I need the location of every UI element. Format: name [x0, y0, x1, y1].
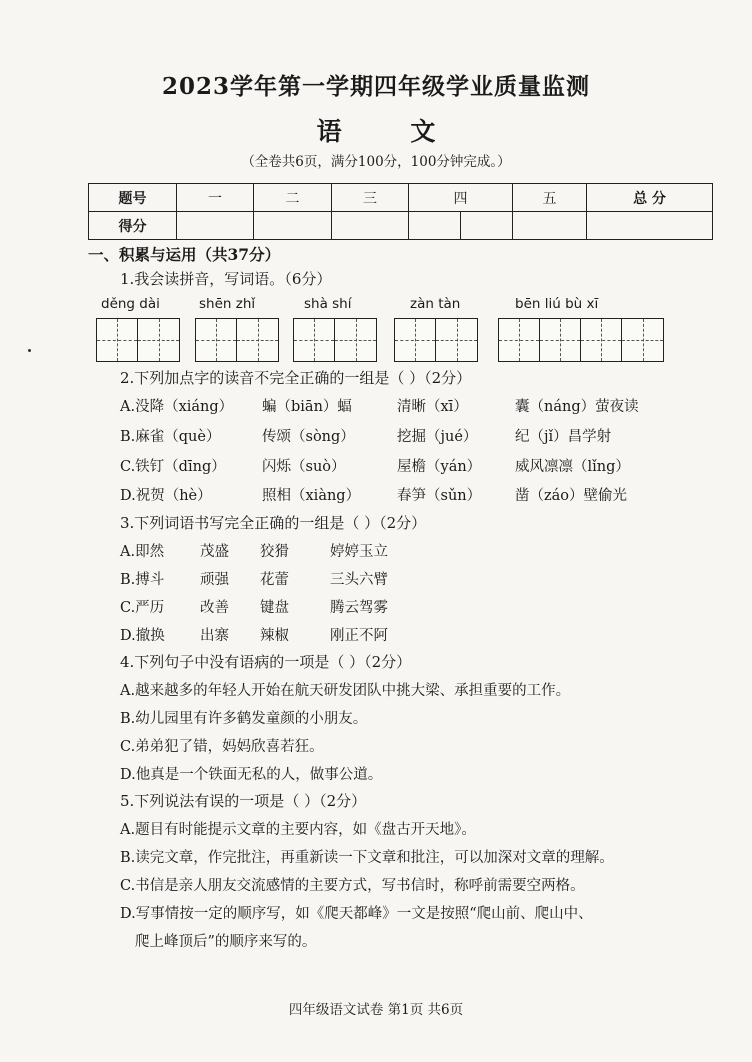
- q2-option-d-4: 凿（záo）壁偷光: [515, 488, 628, 504]
- score-cell[interactable]: [254, 212, 332, 240]
- q3-option-a-3: 狡猾: [260, 544, 289, 560]
- q3-option-c-3: 键盘: [260, 600, 289, 616]
- writing-cell[interactable]: [395, 319, 436, 361]
- q2-option-d-1: D.祝贺（hè）: [120, 488, 212, 504]
- q3-option-c-1: C.严历: [120, 600, 165, 616]
- q3-option-d-3: 辣椒: [260, 628, 289, 644]
- q2-option-d: [120, 484, 627, 505]
- q4-option-b: B.幼儿园里有许多鹤发童颜的小朋友。: [120, 711, 368, 727]
- writing-cell[interactable]: [196, 319, 237, 361]
- q2-option-c-4: 威风凛凛（lǐng）: [515, 459, 630, 475]
- q2-option-b-4: 纪（jǐ）昌学射: [515, 429, 612, 445]
- writing-cell[interactable]: [499, 319, 540, 361]
- q5-option-b: B.读完文章，作完批注，再重新读一下文章和批注，可以加深对文章的理解。: [120, 850, 614, 866]
- writing-cell[interactable]: [138, 319, 179, 361]
- q2-option-b-1: B.麻雀（què）: [120, 429, 221, 445]
- writing-grid-2[interactable]: [195, 318, 279, 362]
- q4-option-c: C.弟弟犯了错，妈妈欣喜若狂。: [120, 739, 324, 755]
- score-table-col-1: 一: [177, 184, 254, 212]
- page-footer: 四年级语文试卷 第1页 共6页: [288, 1002, 464, 1018]
- score-table-header-row: [89, 184, 713, 212]
- q2-option-c-1: C.铁钉（dīng）: [120, 459, 226, 475]
- q2-option-c: [120, 455, 630, 476]
- writing-grid-3[interactable]: [293, 318, 377, 362]
- q3-option-b-2: 顽强: [200, 572, 229, 588]
- q3-option-c: [120, 596, 388, 617]
- scan-mark: [28, 349, 31, 352]
- score-table-score-row: [89, 212, 713, 240]
- writing-cell[interactable]: [622, 319, 663, 361]
- q3-prompt: 3.下列词语书写完全正确的一组是（ ）（2分）: [120, 514, 427, 532]
- writing-cell[interactable]: [97, 319, 138, 361]
- q3-option-b-3: 花蕾: [260, 572, 289, 588]
- score-table-col-5: 五: [513, 184, 587, 212]
- q3-option-c-2: 改善: [200, 600, 229, 616]
- score-row-label: 得分: [89, 212, 177, 240]
- writing-grid-5[interactable]: [498, 318, 664, 362]
- q2-option-d-3: 春笋（sǔn）: [397, 488, 482, 504]
- q2-option-d-2: 照相（xiàng）: [262, 488, 361, 504]
- section-1-title: 一、积累与运用（共37分）: [88, 245, 281, 264]
- q4-option-a: A.越来越多的年轻人开始在航天研发团队中挑大梁、承担重要的工作。: [120, 683, 571, 699]
- q3-option-d-2: 出寨: [200, 628, 229, 644]
- writing-grid-1[interactable]: [96, 318, 180, 362]
- writing-cell[interactable]: [335, 319, 376, 361]
- writing-cell[interactable]: [294, 319, 335, 361]
- q2-prompt: 2.下列加点字的读音不完全正确的一组是（ ）（2分）: [120, 369, 472, 387]
- q3-option-a-4: 婷婷玉立: [330, 544, 388, 560]
- score-cell[interactable]: [513, 212, 587, 240]
- pinyin-5: bēn liú bù xī: [515, 296, 599, 312]
- q3-option-d: [120, 624, 388, 645]
- q2-option-a-1: A.没降（xiáng）: [120, 399, 234, 415]
- score-table: [88, 183, 713, 240]
- q3-option-b: [120, 568, 388, 589]
- writing-cell[interactable]: [540, 319, 581, 361]
- score-table-col-2: 二: [254, 184, 332, 212]
- q4-option-d: D.他真是一个铁面无私的人，做事公道。: [120, 767, 383, 783]
- q2-option-b-3: 挖掘（jué）: [397, 429, 478, 445]
- q1-prompt: 1.我会读拼音，写词语。（6分）: [120, 270, 332, 288]
- q3-option-b-1: B.搏斗: [120, 572, 165, 588]
- writing-grid-4[interactable]: [394, 318, 478, 362]
- score-table-col-4: 四: [409, 184, 513, 212]
- pinyin-3: shà shí: [304, 296, 352, 312]
- q2-option-a-2: 蝙（biān）蝠: [262, 399, 352, 415]
- score-table-col-3: 三: [332, 184, 409, 212]
- score-cell[interactable]: [177, 212, 254, 240]
- q5-option-c: C.书信是亲人朋友交流感情的主要方式，写书信时，称呼前需要空两格。: [120, 878, 585, 894]
- q3-option-b-4: 三头六臂: [330, 572, 388, 588]
- q2-option-c-3: 屋檐（yán）: [397, 459, 482, 475]
- q2-option-a-3: 清晰（xī）: [397, 399, 468, 415]
- q5-option-d: D.写事情按一定的顺序写，如《爬天都峰》一文是按照“爬山前、爬山中、: [120, 906, 593, 922]
- q3-option-d-4: 刚正不阿: [330, 628, 388, 644]
- exam-note: （全卷共6页，满分100分，100分钟完成。）: [241, 154, 511, 170]
- score-table-label: 题号: [89, 184, 177, 212]
- q3-option-a: [120, 540, 388, 561]
- subject-title: 语 文: [316, 117, 466, 146]
- q5-option-a: A.题目有时能提示文章的主要内容，如《盘古开天地》。: [120, 822, 476, 838]
- score-cell[interactable]: [409, 212, 461, 240]
- pinyin-4: zàn tàn: [410, 296, 461, 312]
- q5-option-d-continued: 爬上峰顶后”的顺序来写的。: [135, 934, 317, 950]
- score-cell[interactable]: [461, 212, 513, 240]
- q2-option-b: [120, 425, 611, 446]
- q2-option-a: [120, 395, 639, 416]
- pinyin-1: děng dài: [101, 296, 160, 312]
- writing-cell[interactable]: [436, 319, 477, 361]
- score-cell[interactable]: [332, 212, 409, 240]
- q3-option-a-2: 茂盛: [200, 544, 229, 560]
- pinyin-2: shēn zhǐ: [199, 296, 256, 312]
- q4-prompt: 4.下列句子中没有语病的一项是（ ）（2分）: [120, 653, 412, 671]
- q3-option-a-1: A.即然: [120, 544, 165, 560]
- q3-option-d-1: D.撤换: [120, 628, 165, 644]
- q5-prompt: 5.下列说法有误的一项是（ ）（2分）: [120, 792, 367, 810]
- score-cell[interactable]: [587, 212, 713, 240]
- score-table-total: 总 分: [587, 184, 713, 212]
- q3-option-c-4: 腾云驾雾: [330, 600, 388, 616]
- exam-title: 2023学年第一学期四年级学业质量监测: [161, 73, 590, 100]
- q2-option-b-2: 传颂（sòng）: [262, 429, 355, 445]
- q2-option-c-2: 闪烁（suò）: [262, 459, 346, 475]
- writing-cell[interactable]: [581, 319, 622, 361]
- q2-option-a-4: 囊（náng）萤夜读: [515, 399, 639, 415]
- writing-cell[interactable]: [237, 319, 278, 361]
